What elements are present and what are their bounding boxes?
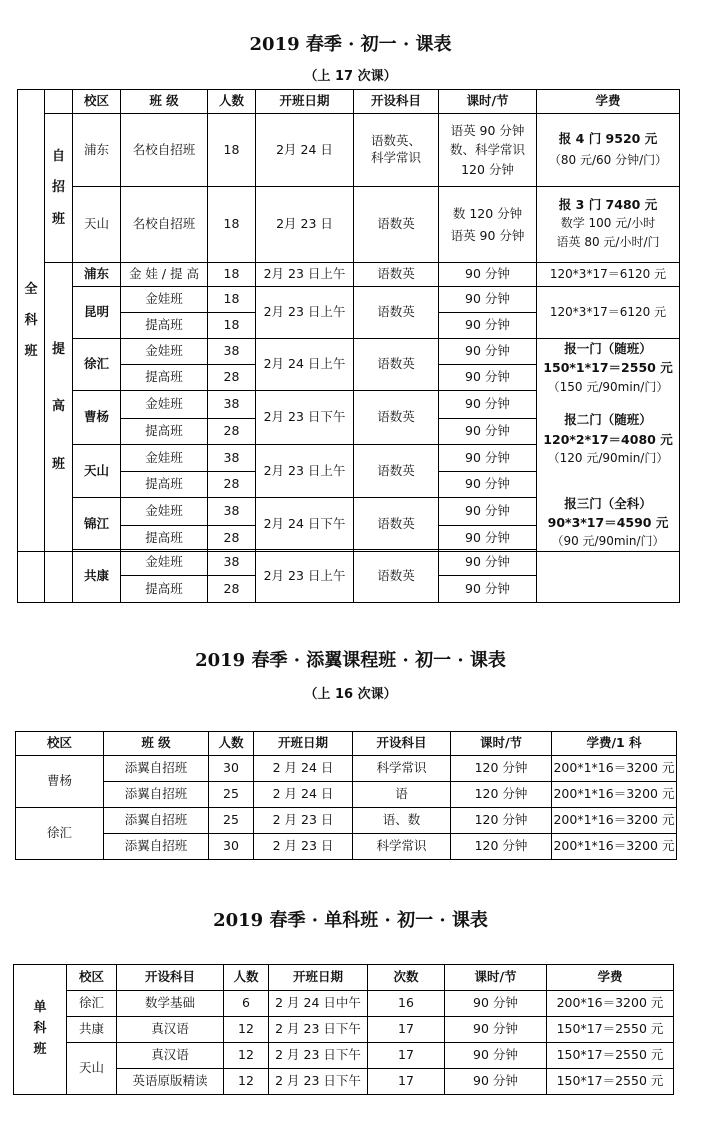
hours-cell: 90 分钟	[439, 498, 537, 526]
date-cell: 2月 23 日上午	[256, 287, 354, 339]
class-cell: 名校自招班	[121, 187, 208, 263]
header-fee: 学费	[547, 965, 674, 991]
count-cell: 28	[208, 365, 256, 391]
single-subject-table	[13, 964, 674, 1095]
hours-cell: 语英 90 分钟 数、科学常识 120 分钟	[439, 114, 537, 187]
class-cell: 提高班	[121, 526, 208, 552]
count-cell: 28	[208, 576, 256, 603]
class-cell: 添翼自招班	[104, 808, 209, 834]
subjects-cell: 语数英	[354, 339, 439, 391]
hours-cell: 90 分钟	[445, 1069, 547, 1095]
hours-cell: 90 分钟	[439, 313, 537, 339]
header-subject: 开设科目	[117, 965, 224, 991]
fee-plan-note: （150 元/90min/门）	[547, 379, 669, 394]
count-cell: 30	[209, 756, 254, 782]
count-cell: 28	[208, 472, 256, 498]
fee-cell: 200*1*16＝3200 元	[552, 808, 677, 834]
hours-cell: 90 分钟	[439, 287, 537, 313]
subject-cell: 英语原版精读	[117, 1069, 224, 1095]
times-cell: 17	[368, 1043, 445, 1069]
times-cell: 17	[368, 1017, 445, 1043]
header-campus: 校区	[67, 965, 117, 991]
campus-cell: 徐汇	[16, 808, 104, 860]
fee-plan-title: 报二门（随班）	[564, 412, 652, 428]
table-row	[16, 834, 677, 860]
header-date: 开班日期	[256, 90, 354, 114]
subjects-cell: 语数英	[354, 263, 439, 287]
hours-cell: 120 分钟	[451, 756, 552, 782]
subjects-cell: 语数英	[354, 391, 439, 445]
group-label-single: 单 科 班	[14, 965, 67, 1095]
count-cell: 25	[209, 808, 254, 834]
class-cell: 提高班	[121, 576, 208, 603]
date-cell: 2月 23 日上午	[256, 550, 354, 603]
header-date: 开班日期	[254, 732, 353, 756]
count-cell: 25	[209, 782, 254, 808]
table-row	[18, 263, 680, 287]
class-cell: 添翼自招班	[104, 756, 209, 782]
section1-title: 2019 春季 · 初一 · 课表	[249, 34, 452, 55]
count-cell: 38	[208, 444, 256, 472]
count-cell: 28	[208, 418, 256, 444]
table-row	[18, 287, 680, 313]
date-cell: 2月 23 日上午	[256, 263, 354, 287]
hours-cell: 90 分钟	[439, 263, 537, 287]
header-subjects: 开设科目	[354, 90, 439, 114]
campus-cell: 天山	[73, 444, 121, 498]
date-cell: 2月 23 日上午	[256, 444, 354, 498]
class-cell: 金娃班	[121, 444, 208, 472]
count-cell: 12	[224, 1043, 269, 1069]
table-row	[18, 114, 680, 187]
campus-cell: 天山	[73, 187, 121, 263]
date-cell: 2月 24 日	[256, 114, 354, 187]
campus-cell: 浦东	[73, 263, 121, 287]
table-row	[18, 550, 680, 576]
class-cell: 添翼自招班	[104, 834, 209, 860]
header-date: 开班日期	[269, 965, 368, 991]
campus-cell: 共康	[67, 1017, 117, 1043]
date-cell: 2 月 23 日	[254, 834, 353, 860]
header-hours: 课时/节	[439, 90, 537, 114]
class-cell: 提高班	[121, 418, 208, 444]
hours-cell: 90 分钟	[439, 391, 537, 419]
hours-cell: 90 分钟	[439, 339, 537, 365]
hours-cell: 90 分钟	[445, 1043, 547, 1069]
subject-cell: 数学基础	[117, 991, 224, 1017]
count-cell: 28	[208, 526, 256, 552]
times-cell: 17	[368, 1069, 445, 1095]
fee-main: 报 4 门 9520 元	[558, 131, 658, 147]
header-row	[16, 732, 677, 756]
hours-cell: 90 分钟	[439, 365, 537, 391]
class-cell: 提高班	[121, 472, 208, 498]
hours-cell: 数 120 分钟 语英 90 分钟	[439, 187, 537, 263]
subjects-cell: 语数英	[354, 444, 439, 498]
section2-subtitle: （上 16 次课）	[304, 687, 397, 702]
hours-cell: 90 分钟	[445, 1017, 547, 1043]
table-row	[18, 187, 680, 263]
campus-cell: 昆明	[73, 287, 121, 339]
fee-cell: 150*17＝2550 元	[547, 1069, 674, 1095]
subjects-cell: 科学常识	[353, 834, 451, 860]
fee-cell: 200*1*16＝3200 元	[552, 782, 677, 808]
subjects-cell: 语数英、 科学常识	[354, 114, 439, 187]
header-subjects: 开设科目	[353, 732, 451, 756]
subjects-cell: 语	[353, 782, 451, 808]
count-cell: 18	[208, 114, 256, 187]
fee-cell: 120*3*17＝6120 元	[537, 263, 680, 287]
fee-plan-calc: 120*2*17＝4080 元	[543, 431, 673, 447]
group-label-tigao: 提 高 班	[45, 263, 73, 552]
hours-cell: 90 分钟	[439, 526, 537, 552]
campus-cell: 天山	[67, 1043, 117, 1095]
header-count: 人数	[209, 732, 254, 756]
header-campus: 校区	[73, 90, 121, 114]
hours-cell: 90 分钟	[439, 472, 537, 498]
count-cell: 18	[208, 187, 256, 263]
header-fee: 学费/1 科	[552, 732, 677, 756]
hours-cell: 120 分钟	[451, 808, 552, 834]
table-row	[14, 1043, 674, 1069]
count-cell: 30	[209, 834, 254, 860]
hours-cell: 120 分钟	[451, 834, 552, 860]
subject-cell: 真汉语	[117, 1017, 224, 1043]
fee-cell	[537, 114, 680, 187]
header-row	[14, 965, 674, 991]
date-cell: 2 月 23 日	[254, 808, 353, 834]
date-cell: 2月 23 日	[256, 187, 354, 263]
table-row	[16, 808, 677, 834]
class-cell: 金 娃 / 提 高	[121, 263, 208, 287]
fee-cell: 150*17＝2550 元	[547, 1043, 674, 1069]
table-row	[16, 756, 677, 782]
subjects-cell: 语、数	[353, 808, 451, 834]
header-class: 班 级	[121, 90, 208, 114]
date-cell: 2 月 23 日下午	[269, 1017, 368, 1043]
header-count: 人数	[224, 965, 269, 991]
campus-cell: 曹杨	[73, 391, 121, 445]
class-cell: 金娃班	[121, 339, 208, 365]
date-cell: 2 月 23 日下午	[269, 1069, 368, 1095]
subjects-cell: 语数英	[354, 550, 439, 603]
date-cell: 2月 23 日下午	[256, 391, 354, 445]
subjects-cell: 语数英	[354, 187, 439, 263]
class-cell: 金娃班	[121, 391, 208, 419]
date-cell: 2 月 23 日下午	[269, 1043, 368, 1069]
subjects-cell: 语数英	[354, 498, 439, 552]
date-cell: 2月 24 日上午	[256, 339, 354, 391]
fee-plan-calc: 150*1*17＝2550 元	[543, 360, 673, 376]
fee-plan-title: 报三门（全科）	[564, 495, 652, 511]
class-cell: 金娃班	[121, 550, 208, 576]
count-cell: 38	[208, 498, 256, 526]
fee-cell: 200*1*16＝3200 元	[552, 834, 677, 860]
header-hours: 课时/节	[445, 965, 547, 991]
fee-plan-note: （90 元/90min/门）	[551, 534, 665, 549]
fee-plan-calc: 90*3*17＝4590 元	[547, 515, 669, 531]
full-course-table	[17, 89, 680, 552]
fee-main: 报 3 门 7480 元	[558, 196, 658, 212]
class-cell: 提高班	[121, 365, 208, 391]
fee-cell: 200*16＝3200 元	[547, 991, 674, 1017]
date-cell: 2 月 24 日	[254, 756, 353, 782]
table-row	[14, 991, 674, 1017]
count-cell: 38	[208, 391, 256, 419]
date-cell: 2 月 24 日	[254, 782, 353, 808]
header-class: 班 级	[104, 732, 209, 756]
campus-cell: 徐汇	[73, 339, 121, 391]
hours-cell: 120 分钟	[451, 782, 552, 808]
subjects-cell: 语数英	[354, 287, 439, 339]
group-label-all: 全 科 班	[18, 90, 45, 552]
fee-cell: 150*17＝2550 元	[547, 1017, 674, 1043]
fee-cell: 120*3*17＝6120 元	[537, 287, 680, 339]
campus-cell: 共康	[73, 550, 121, 603]
fee-note: 数学 100 元/小时 语英 80 元/小时/门	[556, 215, 660, 249]
class-cell: 添翼自招班	[104, 782, 209, 808]
fee-cell	[537, 187, 680, 263]
fee-cell: 200*1*16＝3200 元	[552, 756, 677, 782]
times-cell: 16	[368, 991, 445, 1017]
header-fee: 学费	[537, 90, 680, 114]
class-cell: 金娃班	[121, 498, 208, 526]
group-label-zizhao: 自 招 班	[45, 114, 73, 263]
header-row	[18, 90, 680, 114]
count-cell: 18	[208, 313, 256, 339]
section1-subtitle: （上 17 次课）	[304, 69, 397, 84]
header-campus: 校区	[16, 732, 104, 756]
fee-plan-note: （120 元/90min/门）	[547, 451, 669, 466]
campus-cell: 浦东	[73, 114, 121, 187]
hours-cell: 90 分钟	[439, 444, 537, 472]
table-row	[16, 782, 677, 808]
date-cell: 2月 24 日下午	[256, 498, 354, 552]
campus-cell: 徐汇	[67, 991, 117, 1017]
count-cell: 38	[208, 339, 256, 365]
campus-cell: 曹杨	[16, 756, 104, 808]
subjects-cell: 科学常识	[353, 756, 451, 782]
subject-cell: 真汉语	[117, 1043, 224, 1069]
hours-cell: 90 分钟	[439, 418, 537, 444]
section2-title: 2019 春季 · 添翼课程班 · 初一 · 课表	[195, 650, 506, 671]
count-cell: 18	[208, 287, 256, 313]
tianyi-table	[15, 731, 677, 860]
count-cell: 38	[208, 550, 256, 576]
count-cell: 6	[224, 991, 269, 1017]
full-course-table-tail	[17, 549, 680, 603]
section3-title: 2019 春季 · 单科班 · 初一 · 课表	[213, 910, 488, 931]
hours-cell: 90 分钟	[439, 550, 537, 576]
class-cell: 提高班	[121, 313, 208, 339]
class-cell: 名校自招班	[121, 114, 208, 187]
date-cell: 2 月 24 日中午	[269, 991, 368, 1017]
fee-plan-title: 报一门（随班）	[564, 341, 652, 356]
class-cell: 金娃班	[121, 287, 208, 313]
table-row	[14, 1017, 674, 1043]
count-cell: 12	[224, 1069, 269, 1095]
count-cell: 12	[224, 1017, 269, 1043]
fee-group-cell	[537, 339, 680, 552]
table-row	[18, 339, 680, 365]
header-count: 人数	[208, 90, 256, 114]
hours-cell: 90 分钟	[439, 576, 537, 603]
header-hours: 课时/节	[451, 732, 552, 756]
header-times: 次数	[368, 965, 445, 991]
count-cell: 18	[208, 263, 256, 287]
campus-cell: 锦江	[73, 498, 121, 552]
hours-cell: 90 分钟	[445, 991, 547, 1017]
fee-note: （80 元/60 分钟/门）	[548, 153, 668, 168]
